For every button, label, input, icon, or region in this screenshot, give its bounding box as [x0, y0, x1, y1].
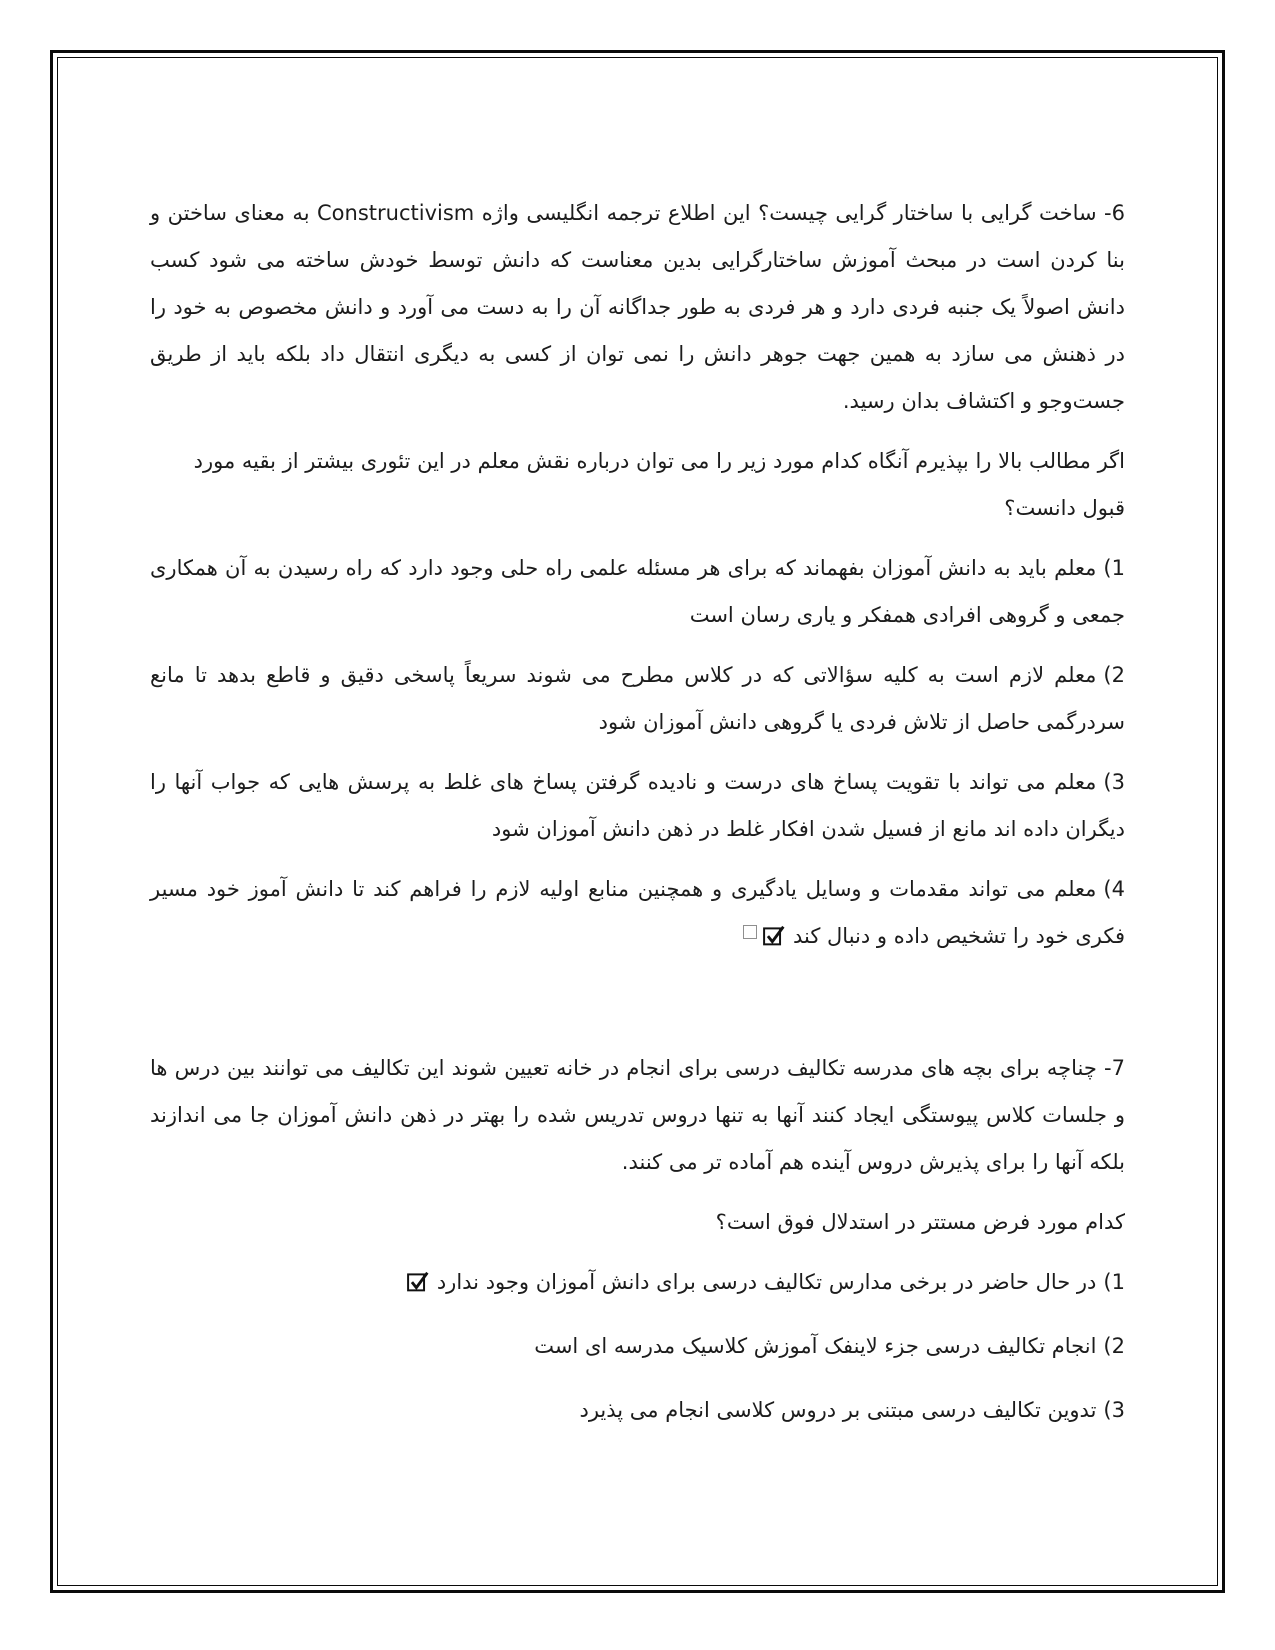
option-number-label: 1): [1103, 1270, 1125, 1294]
option-number-label: 2): [1103, 663, 1125, 687]
option-text: معلم می تواند با تقویت پساخ های درست و نادیده گرفتن پساخ های غلط به پرسش هایی که جواب آنها را دیگران داده اند مانع از فسیل شدن افکار غلط در ذهن دانش آموزان شود: [150, 770, 1125, 841]
option-number-label: 3): [1103, 770, 1125, 794]
option-number-label: 4): [1103, 877, 1125, 901]
document-content: [150, 190, 1125, 1451]
checked-checkbox-icon[interactable]: [407, 1270, 429, 1292]
question-7-option-3: [150, 1387, 1125, 1434]
checked-checkbox-icon[interactable]: [763, 924, 785, 946]
section-spacer: [150, 973, 1125, 1045]
option-number-label: 1): [1103, 556, 1125, 580]
question-6-prompt: اگر مطالب بالا را بپذیرم آنگاه کدام مورد زیر را می توان درباره نقش معلم در این تئوری بیشتر از بقیه مورد قبول دانست؟: [193, 449, 1125, 520]
question-6-section: [150, 190, 1125, 960]
option-number-label: 2): [1103, 1334, 1125, 1358]
question-6-option-2: [150, 652, 1125, 746]
option-text: معلم می تواند مقدمات و وسایل یادگیری و همچنین منابع اولیه لازم را فراهم کند تا دانش آموز خود مسیر فکری خود را تشخیص داده و دنبال کند: [150, 877, 1125, 948]
question-7-intro: 7- چناچه برای بچه های مدرسه تکالیف درسی برای انجام در خانه تعیین شوند این تکالیف می توانند بین درس ها و جلسات کلاس پیوستگی ایجاد کنند آنها به تنها دروس تدریس شده را بهتر در ذهن دانش آموزان جا می اندازند بلکه آنها را برای پذیرش دروس آینده هم آماده تر می کنند.: [150, 1056, 1125, 1174]
option-number-label: 3): [1103, 1398, 1125, 1422]
question-7-option-1: [150, 1259, 1125, 1306]
question-7-options: [150, 1259, 1125, 1434]
option-text: در حال حاضر در برخی مدارس تکالیف درسی برای دانش آموزان وجود ندارد: [436, 1270, 1097, 1294]
option-text: معلم لازم است به کلیه سؤالاتی که در کلاس مطرح می شوند سریعاً پاسخی دقیق و قاطع بدهد تا مانع سردرگمی حاصل از تلاش فردی یا گروهی دانش آموزان شود: [150, 663, 1125, 734]
option-text: انجام تکالیف درسی جزء لاینفک آموزش کلاسیک مدرسه ای است: [534, 1334, 1097, 1358]
option-text: معلم باید به دانش آموزان بفهماند که برای هر مسئله علمی راه حلی وجود دارد که راه رسیدن به آن همکاری جمعی و گروهی افرادی همفکر و یاری رسان است: [150, 556, 1125, 627]
question-6-option-3: [150, 759, 1125, 853]
empty-checkbox-icon[interactable]: [743, 925, 757, 939]
option-text: تدوین تکالیف درسی مبتنی بر دروس کلاسی انجام می پذیرد: [579, 1398, 1097, 1422]
question-7-section: [150, 1045, 1125, 1434]
question-7-option-2: [150, 1323, 1125, 1370]
question-7-prompt: کدام مورد فرض مستتر در استدلال فوق است؟: [715, 1210, 1125, 1234]
question-6-option-1: [150, 545, 1125, 639]
question-6-intro: 6- ساخت گرایی با ساختار گرایی چیست؟ این اطلاع ترجمه انگلیسی واژه Constructivism به معنای ساختن و بنا کردن است در مبحث آموزش ساختارگرایی بدین معناست که دانش توسط خودش ساخته می شود کسب دانش اصولاً یک جنبه فردی دارد و هر فردی به طور جداگانه آن را به دست می آورد و دانش مخصوص به خود را در ذهنش می سازد به همین جهت جوهر دانش را نمی توان از کسی به دیگری انتقال داد بلکه باید از طریق جست‌وجو و اکتشاف بدان رسید.: [150, 201, 1125, 413]
question-6-option-4: [150, 866, 1125, 960]
